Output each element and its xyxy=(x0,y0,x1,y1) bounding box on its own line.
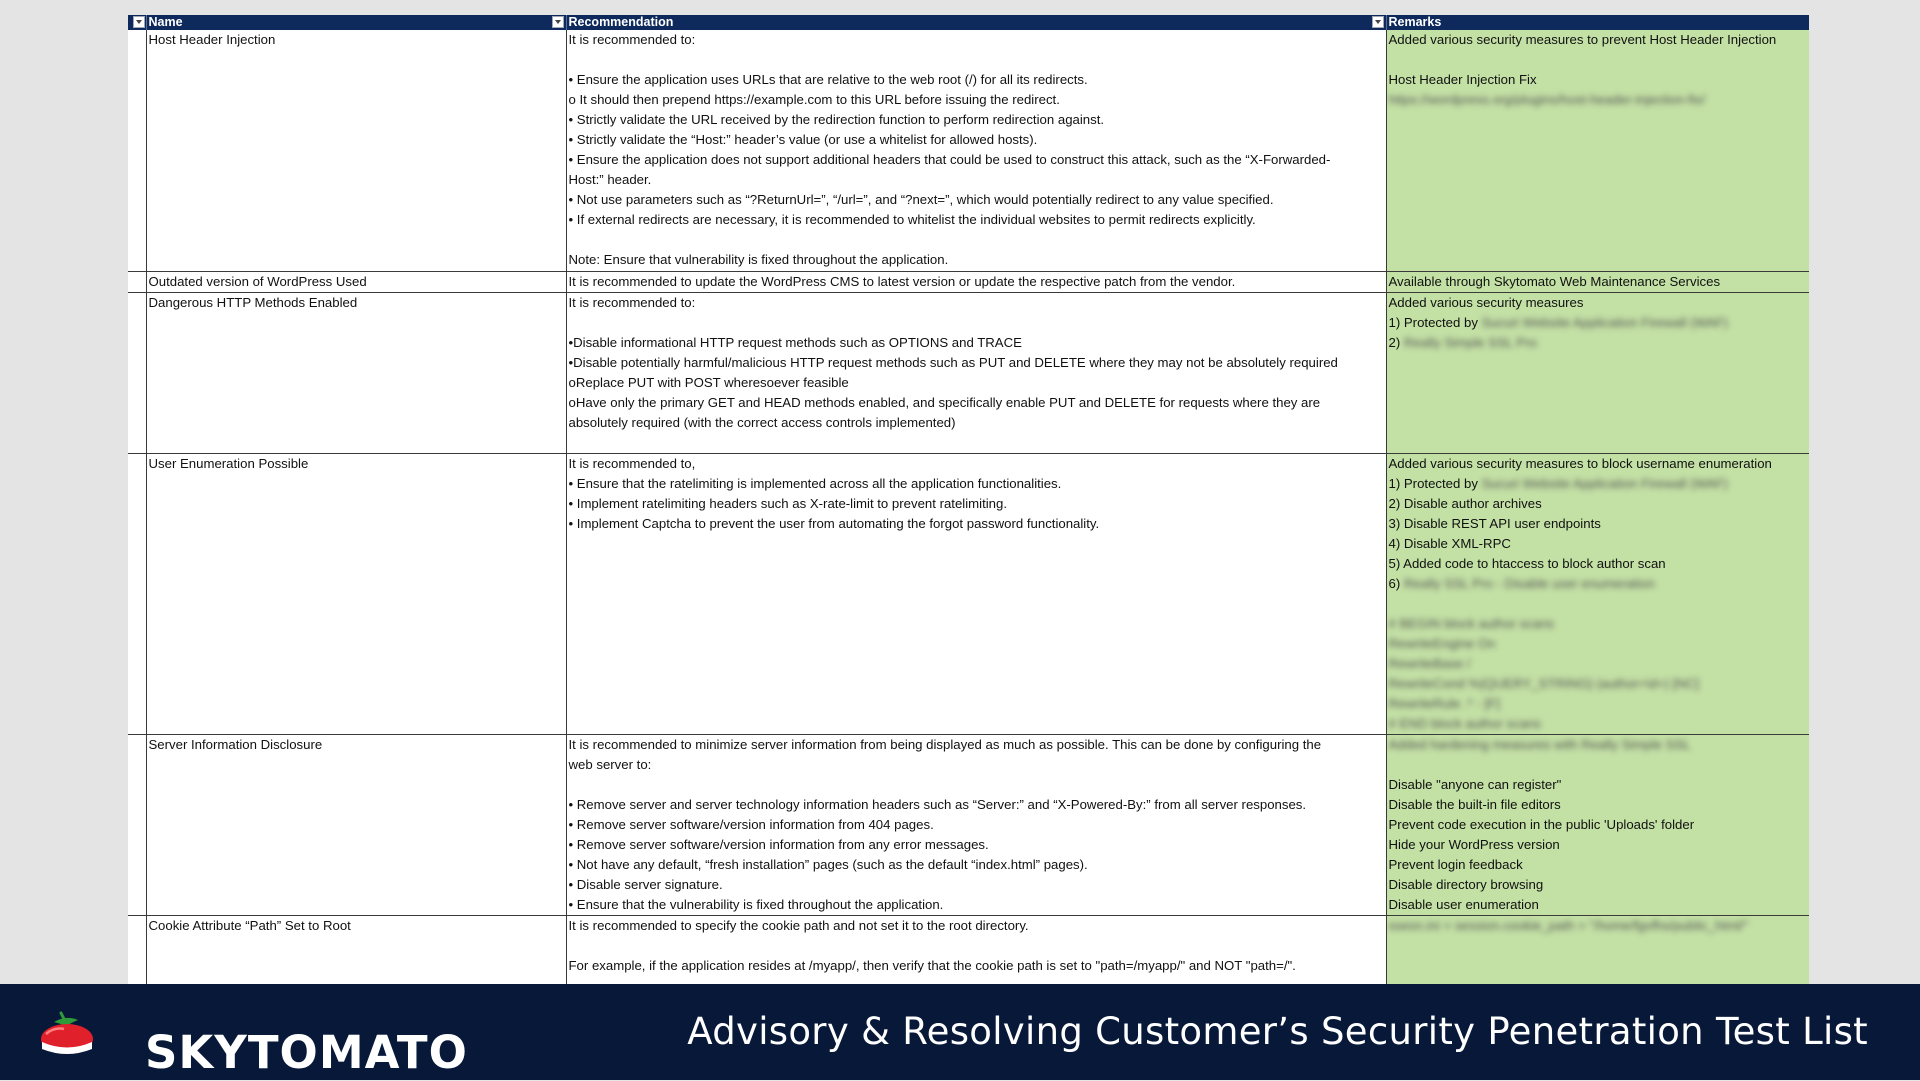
remark-text: Added various security measures to block username enumeration xyxy=(1388,455,1772,471)
security-findings-table xyxy=(128,15,1809,984)
remark-line xyxy=(1389,654,1808,674)
cell-recommendation[interactable] xyxy=(566,734,1386,915)
remark-line xyxy=(1389,70,1808,90)
remark-line xyxy=(1389,755,1808,775)
remark-line xyxy=(1389,474,1808,494)
remark-text: Host Header Injection Fix xyxy=(1388,72,1537,87)
remark-line xyxy=(1389,916,1808,936)
spreadsheet xyxy=(128,15,1809,984)
recommendation-line: o It should then prepend https://example.com to this URL before issuing the redirect. xyxy=(568,92,1060,107)
recommendation-line xyxy=(569,775,1384,795)
skytomato-logo xyxy=(40,1006,468,1079)
remark-line xyxy=(1389,534,1808,554)
recommendation-line: It is recommended to specify the cookie path and not set it to the root directory. xyxy=(568,917,1029,933)
recommendation-line: For example, if the application resides at /myapp/, then verify that the cookie path is set to "path=/myapp/" and NOT "path=/". xyxy=(568,957,1296,973)
remark-text: 5) Added code to htaccess to block author scan xyxy=(1388,555,1666,571)
row-gutter-cell xyxy=(128,271,146,292)
cell-remarks[interactable] xyxy=(1386,453,1809,734)
redacted-text: RewriteRule .* - [F] xyxy=(1388,695,1500,711)
header-row xyxy=(128,15,1809,30)
remark-line xyxy=(1389,795,1808,815)
finding-name: Cookie Attribute “Path” Set to Root xyxy=(148,917,351,933)
recommendation-line: • Ensure that the ratelimiting is implemented across all the application functionalities. xyxy=(568,475,1062,491)
remark-line xyxy=(1389,313,1808,333)
row-gutter-cell xyxy=(128,30,146,271)
remark-line xyxy=(1389,574,1808,594)
cell-name[interactable] xyxy=(146,292,566,453)
recommendation-line: oHave only the primary GET and HEAD methods enabled, and specifically enable PUT and DELETE for requests where they are xyxy=(568,394,1321,410)
remark-line xyxy=(1389,50,1808,70)
recommendation-line: oReplace PUT with POST wheresoever feasible xyxy=(568,374,849,390)
column-header-name: Name xyxy=(146,15,566,30)
remark-line xyxy=(1389,454,1808,474)
cell-recommendation[interactable] xyxy=(566,453,1386,734)
recommendation-line: • Remove server software/version information from 404 pages. xyxy=(568,816,934,832)
row-gutter-cell xyxy=(128,915,146,984)
remark-line xyxy=(1389,855,1808,875)
redacted-text: Really SSL Pro - Disable user enumeration xyxy=(1403,575,1655,591)
remark-text: Added various security measures xyxy=(1388,294,1584,310)
tomato-icon xyxy=(40,1009,100,1061)
brand-name: SKYTOMATO xyxy=(145,1026,468,1079)
remark-text: 3) Disable REST API user endpoints xyxy=(1388,515,1601,531)
recommendation-line: • Ensure the application does not support additional headers that could be used to construct this attack, such as the “X-Forwarded- xyxy=(568,152,1331,167)
remark-line xyxy=(1389,735,1808,755)
remark-text: Added various security measures to prevent Host Header Injection xyxy=(1388,32,1777,47)
redacted-text: # BEGIN block author scans xyxy=(1388,615,1555,631)
row-gutter-header xyxy=(128,15,146,30)
row-gutter-cell xyxy=(128,734,146,915)
redacted-text: RewriteBase / xyxy=(1388,655,1471,671)
recommendation-line: • Not have any default, “fresh installation” pages (such as the default “index.html” pages). xyxy=(568,856,1088,872)
cell-recommendation[interactable] xyxy=(566,292,1386,453)
table-row xyxy=(128,30,1809,271)
remark-text: Prevent code execution in the public 'Uploads' folder xyxy=(1388,816,1695,832)
remark-line xyxy=(1389,875,1808,895)
finding-name: Server Information Disclosure xyxy=(148,736,323,752)
cell-recommendation[interactable] xyxy=(566,30,1386,271)
recommendation-line: web server to: xyxy=(568,756,652,772)
remark-line xyxy=(1389,293,1808,313)
recommendation-line: • Ensure the application uses URLs that are relative to the web root (/) for all its redirects. xyxy=(568,72,1088,87)
recommendation-line: Note: Ensure that vulnerability is fixed throughout the application. xyxy=(568,252,949,267)
recommendation-line: absolutely required (with the correct access controls implemented) xyxy=(568,414,956,430)
remark-line xyxy=(1389,835,1808,855)
remark-text: Available through Skytomato Web Maintenance Services xyxy=(1388,273,1721,289)
cell-name[interactable] xyxy=(146,915,566,984)
page-tagline: Advisory & Resolving Customer’s Security Penetration Test List xyxy=(687,1010,1868,1053)
cell-remarks[interactable] xyxy=(1386,292,1809,453)
redacted-text: # END block author scans xyxy=(1388,715,1541,731)
recommendation-line: It is recommended to, xyxy=(568,455,696,471)
recommendation-line: • Disable server signature. xyxy=(568,876,723,892)
remark-text: Disable directory browsing xyxy=(1388,876,1544,892)
row-gutter-cell xyxy=(128,292,146,453)
recommendation-line: •Disable potentially harmful/malicious HTTP request methods such as PUT and DELETE where they may not be absolutely required xyxy=(568,354,1338,370)
redacted-text: RewriteEngine On xyxy=(1388,635,1496,651)
remark-text: 1) Protected by xyxy=(1388,475,1482,491)
row-gutter-cell xyxy=(128,453,146,734)
remark-text: 1) Protected by xyxy=(1388,314,1482,330)
remark-line xyxy=(1389,333,1808,353)
table-row xyxy=(128,271,1809,292)
redacted-text: ssesn.ini = session.cookie_path = "/home/fgvfhs/public_html/" xyxy=(1388,917,1749,933)
recommendation-line: • If external redirects are necessary, it is recommended to whitelist the individual websites to permit redirects explicitly. xyxy=(568,212,1256,227)
cell-name[interactable] xyxy=(146,734,566,915)
table-row xyxy=(128,453,1809,734)
remark-line xyxy=(1389,514,1808,534)
column-header-remarks: Remarks xyxy=(1386,15,1809,30)
recommendation-line xyxy=(569,313,1384,333)
recommendation-line: • Remove server software/version information from any error messages. xyxy=(568,836,989,852)
recommendation-line: •Disable informational HTTP request methods such as OPTIONS and TRACE xyxy=(568,334,1022,350)
remark-line xyxy=(1389,30,1808,50)
remark-line xyxy=(1389,815,1808,835)
recommendation-line: • Remove server and server technology information headers such as “Server:” and “X-Powered-By:” from all server responses. xyxy=(568,796,1307,812)
recommendation-line: • Ensure that the vulnerability is fixed throughout the application. xyxy=(568,896,944,912)
finding-name: Outdated version of WordPress Used xyxy=(148,273,367,289)
recommendation-line xyxy=(569,230,1384,250)
remark-line xyxy=(1389,775,1808,795)
redacted-text: RewriteCond %{QUERY_STRING} (author=\d+) [NC] xyxy=(1388,675,1700,691)
cell-remarks[interactable] xyxy=(1386,30,1809,271)
table-row xyxy=(128,915,1809,984)
remark-line xyxy=(1389,694,1808,714)
remark-line xyxy=(1389,674,1808,694)
remark-line xyxy=(1389,614,1808,634)
recommendation-line: • Strictly validate the URL received by the redirection function to perform redirection against. xyxy=(568,112,1105,127)
remark-text: Disable user enumeration xyxy=(1388,896,1539,912)
remark-line xyxy=(1389,634,1808,654)
redacted-text: Really Simple SSL Pro xyxy=(1403,334,1537,350)
finding-name: Host Header Injection xyxy=(148,32,276,47)
recommendation-line: It is recommended to: xyxy=(568,294,696,310)
recommendation-line: It is recommended to update the WordPress CMS to latest version or update the respective patch from the vendor. xyxy=(568,273,1236,289)
cell-remarks[interactable] xyxy=(1386,915,1809,984)
table-row xyxy=(128,734,1809,915)
remark-line xyxy=(1389,714,1808,734)
remark-text: 6) xyxy=(1388,575,1404,591)
remark-line xyxy=(1389,494,1808,514)
recommendation-line: • Implement Captcha to prevent the user from automating the forgot password functionality. xyxy=(568,515,1100,531)
remark-text: 4) Disable XML-RPC xyxy=(1388,535,1511,551)
cell-remarks[interactable] xyxy=(1386,734,1809,915)
remark-line xyxy=(1389,90,1808,110)
recommendation-line xyxy=(569,936,1384,956)
cell-remarks[interactable] xyxy=(1386,271,1809,292)
filter-dropdown-icon[interactable] xyxy=(133,16,145,28)
cell-recommendation[interactable] xyxy=(566,915,1386,984)
redacted-text: Added hardening measures with Really Simple SSL xyxy=(1388,736,1691,752)
remark-text: Disable the built-in file editors xyxy=(1388,796,1561,812)
recommendation-line: Host:” header. xyxy=(568,172,652,187)
finding-name: Dangerous HTTP Methods Enabled xyxy=(148,294,358,310)
remark-line xyxy=(1389,895,1808,915)
filter-dropdown-icon[interactable] xyxy=(1372,16,1384,28)
redacted-text: https://wordpress.org/plugins/host-header-injection-fix/ xyxy=(1388,92,1706,107)
table-row xyxy=(128,292,1809,453)
cell-name[interactable] xyxy=(146,271,566,292)
remark-text: Hide your WordPress version xyxy=(1388,836,1560,852)
cell-name[interactable] xyxy=(146,30,566,271)
recommendation-line: • Strictly validate the “Host:” header’s value (or use a whitelist for allowed hosts). xyxy=(568,132,1038,147)
filter-dropdown-icon[interactable] xyxy=(552,16,564,28)
cell-name[interactable] xyxy=(146,453,566,734)
recommendation-line: It is recommended to: xyxy=(568,32,696,47)
redacted-text: Sucuri Website Application Firewall (WAF) xyxy=(1481,475,1728,491)
remark-text: Prevent login feedback xyxy=(1388,856,1523,872)
remark-text: 2) xyxy=(1388,334,1404,350)
remark-line xyxy=(1389,272,1808,292)
finding-name: User Enumeration Possible xyxy=(148,455,309,471)
recommendation-line: It is recommended to minimize server information from being displayed as much as possible. This can be done by configuring the xyxy=(568,736,1322,752)
cell-recommendation[interactable] xyxy=(566,271,1386,292)
recommendation-line xyxy=(569,50,1384,70)
footer-banner xyxy=(0,984,1920,1080)
column-header-recommendation: Recommendation xyxy=(566,15,1386,30)
recommendation-line: • Not use parameters such as “?ReturnUrl=”, “/url=”, and “?next=”, which would potentially redirect to any value specified. xyxy=(568,192,1274,207)
recommendation-line: • Implement ratelimiting headers such as X-rate-limit to prevent ratelimiting. xyxy=(568,495,1008,511)
remark-text: 2) Disable author archives xyxy=(1388,495,1542,511)
remark-text: Disable "anyone can register" xyxy=(1388,776,1562,792)
remark-line xyxy=(1389,554,1808,574)
remark-line xyxy=(1389,594,1808,614)
redacted-text: Sucuri Website Application Firewall (WAF) xyxy=(1481,314,1728,330)
